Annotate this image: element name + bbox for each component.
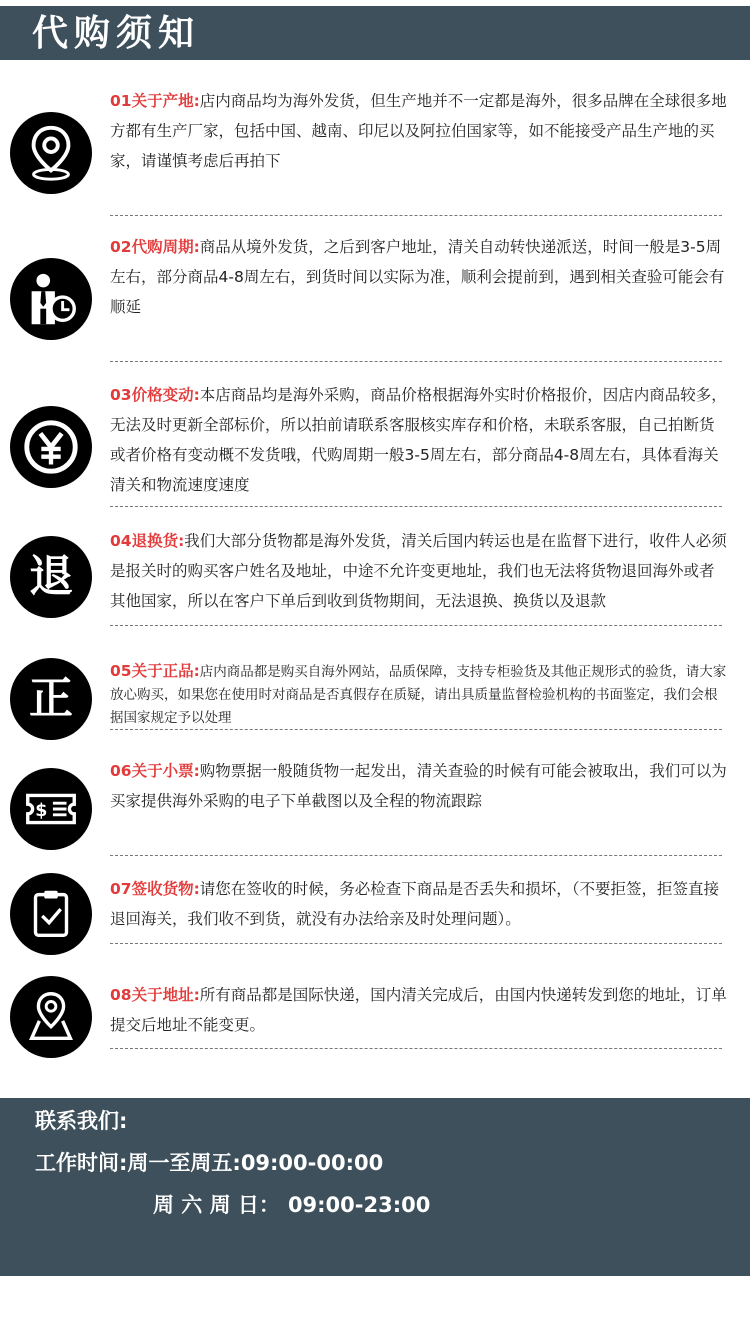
item-label: 02代购周期: — [110, 238, 200, 256]
item-text: 商品从境外发货，之后到客户地址，清关自动转快递派送，时间一般是3-5周左右，部分商品4-8周左右，到货时间以实际为准，顺利会提前到，遇到相关查验可能会有顺延 — [110, 238, 725, 316]
divider — [110, 506, 722, 507]
return-char-icon — [10, 536, 92, 618]
genuine-glyph: 正 — [29, 673, 73, 724]
weekday-hours: 09:00-00:00 — [240, 1151, 384, 1175]
work-time-label: 工作时间: — [35, 1151, 128, 1175]
item-label: 03价格变动: — [110, 386, 200, 404]
weekend-label: 周 六 周 日： — [153, 1193, 280, 1217]
item-text: 店内商品均为海外发货，但生产地并不一定都是海外，很多品牌在全球很多地方都有生产厂家，包括中国、越南、印尼以及阿拉伯国家等，如不能接受产品生产地的买家，请谨慎考虑后再拍下 — [110, 92, 727, 170]
divider — [110, 1048, 722, 1049]
person-clock-icon — [10, 258, 92, 340]
item-text: 店内商品都是购买自海外网站，品质保障，支持专柜验货及其他正规形式的验货，请大家放心购买，如果您在使用时对商品是否真假存在质疑，请出具质量监督检验机构的书面鉴定，我们会根据国家规定予以处理 — [110, 664, 727, 726]
page-title: 代购须知 — [32, 13, 201, 54]
weekday-hours-row — [35, 1148, 383, 1178]
weekend-hours-row — [153, 1190, 430, 1220]
divider — [110, 855, 722, 856]
weekend-hours: 09:00-23:00 — [287, 1193, 431, 1217]
yen-icon — [10, 406, 92, 488]
item-text: 购物票据一般随货物一起发出，清关查验的时候有可能会被取出，我们可以为买家提供海外采购的电子下单截图以及全程的物流跟踪 — [110, 762, 727, 810]
clipboard-check-icon — [10, 873, 92, 955]
divider — [110, 729, 722, 730]
item-label: 08关于地址: — [110, 986, 200, 1004]
item-label: 06关于小票: — [110, 762, 200, 780]
item-label: 05关于正品: — [110, 662, 200, 680]
map-pin-icon — [10, 976, 92, 1058]
item-text: 本店商品均是海外采购，商品价格根据海外实时价格报价，因店内商品较多，无法及时更新全部标价，所以拍前请联系客服核实库存和价格，未联系客服，自己拍断货或者价格有变动概不发货哦，代购周期一般3-5周左右，部分商品4-8周左右，具体看海关清关和物流速度速度 — [110, 386, 727, 494]
item-text: 请您在签收的时候，务必检查下商品是否丢失和损坏，（不要拒签，拒签直接退回海关，我们收不到货，就没有办法给亲及时处理问题）。 — [110, 880, 720, 928]
divider — [110, 361, 722, 362]
receipt-icon — [10, 768, 92, 850]
contact-title: 联系我们: — [35, 1109, 128, 1133]
weekday-label: 周一至周五: — [127, 1151, 241, 1175]
return-glyph: 退 — [29, 551, 73, 602]
divider — [110, 943, 722, 944]
svg-text:$: $ — [35, 800, 48, 821]
item-label: 04退换货: — [110, 532, 185, 550]
header-bar — [0, 6, 750, 60]
contact-footer — [0, 1098, 750, 1276]
divider — [110, 625, 722, 626]
item-label: 07签收货物: — [110, 880, 200, 898]
divider — [110, 215, 722, 216]
item-text: 我们大部分货物都是海外发货，清关后国内转运也是在监督下进行，收件人必须是报关时的购买客户姓名及地址，中途不允许变更地址，我们也无法将货物退回海外或者其他国家，所以在客户下单后到收到货物期间，无法退换、换货以及退款 — [110, 532, 727, 610]
location-pin-icon — [10, 112, 92, 194]
item-label: 01关于产地: — [110, 92, 200, 110]
genuine-char-icon — [10, 658, 92, 740]
item-text: 所有商品都是国际快递，国内清关完成后，由国内快递转发到您的地址，订单提交后地址不能变更。 — [110, 986, 727, 1034]
